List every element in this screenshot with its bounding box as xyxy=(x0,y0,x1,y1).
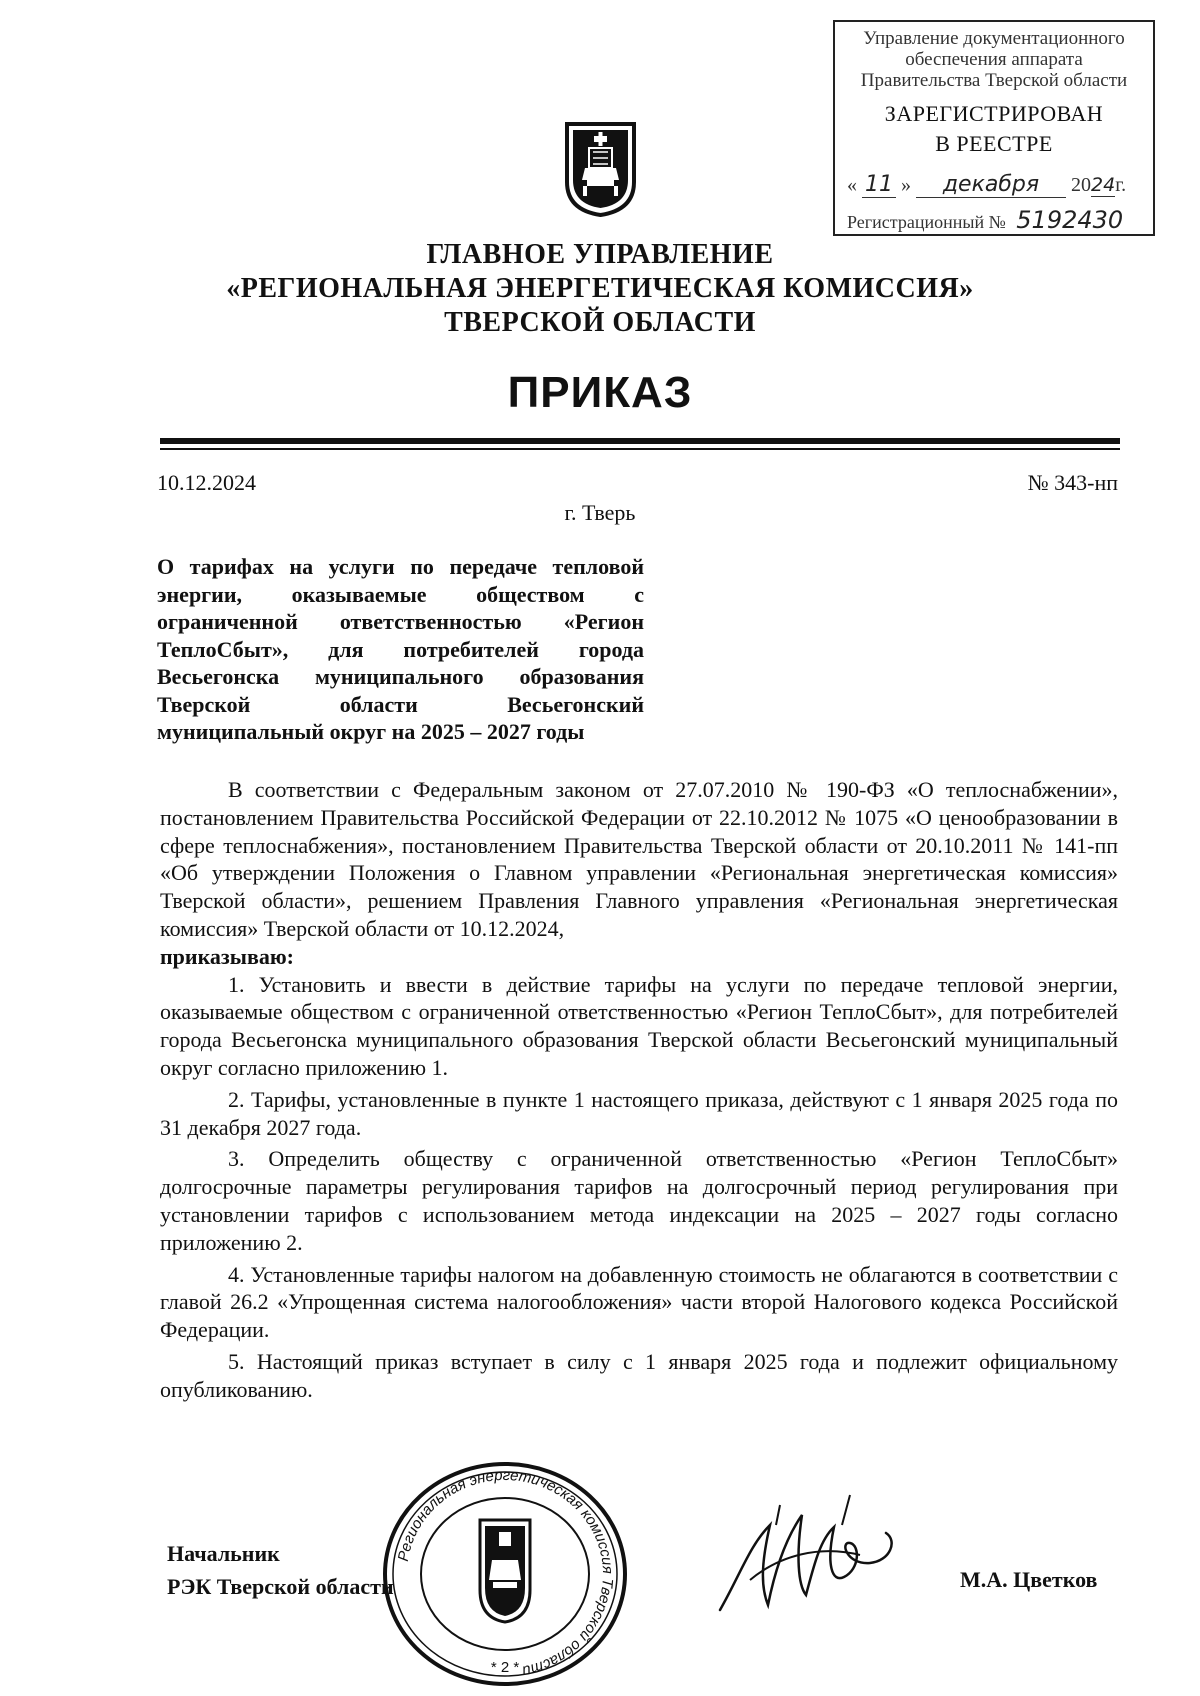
subject-line: Тверской области Весьегонский xyxy=(157,691,644,717)
subject-line: Весьегонска муниципального образования xyxy=(157,664,644,689)
stamp-registered-text xyxy=(835,99,1153,159)
stamp-date-year-abbr: г. xyxy=(1115,174,1127,196)
subject-line: О тарифах на услуги по передаче тепловой xyxy=(157,554,644,579)
header-rule-thick xyxy=(160,438,1120,444)
signatory-name: М.А. Цветков xyxy=(960,1567,1098,1592)
document-city: г. Тверь xyxy=(564,500,636,525)
document-date: 10.12.2024 xyxy=(157,470,256,495)
org-header-line1: ГЛАВНОЕ УПРАВЛЕНИЕ xyxy=(426,239,774,270)
document-subject xyxy=(157,553,644,746)
org-header xyxy=(150,238,1050,340)
stamp-date-year-prefix: 20 xyxy=(1071,174,1091,196)
stamp-registered-line2: В РЕЕСТРЕ xyxy=(935,131,1053,156)
body-preamble: В соответствии с Федеральным законом от 27.07.2010 № 190-ФЗ «О теплоснабжении», постановлением Правительства Российской Федерации от 22.10.2012 № 1075 «О ценообразовании в сфере теплоснабжения», постановлением Правительства Тверской области от 20.10.2011 № 141-пп «Об утверждении Положения о Главном управлении «Региональная энергетическая комиссия» Тверской области», решением Правления Главного управления «Региональная энергетическая комиссия» Тверской области от 10.12.2024, xyxy=(160,777,1118,941)
seal-ring-text: Региональная энергетическая комиссия Тверской области xyxy=(394,1466,617,1680)
signatory-position xyxy=(167,1537,394,1603)
stamp-org-line1: Управление документационного xyxy=(863,28,1125,49)
org-header-line2: «РЕГИОНАЛЬНАЯ ЭНЕРГЕТИЧЕСКАЯ КОМИССИЯ» xyxy=(226,273,974,304)
subject-line: ограниченной ответственностью «Регион xyxy=(157,609,644,634)
signatory-position-line2: РЭК Тверской области xyxy=(167,1574,394,1599)
document-type-title: ПРИКАЗ xyxy=(507,368,693,417)
coat-of-arms-icon xyxy=(563,120,638,218)
stamp-registered-line1: ЗАРЕГИСТРИРОВАН xyxy=(884,101,1104,126)
signatory-position-line1: Начальник xyxy=(167,1541,280,1566)
stamp-date-close-quote: » xyxy=(901,174,911,196)
org-header-line3: ТВЕРСКОЙ ОБЛАСТИ xyxy=(444,307,756,338)
subject-line: энергии, оказываемые обществом с xyxy=(157,581,644,607)
document-body xyxy=(160,776,1118,1404)
stamp-date-day: 11 xyxy=(862,172,896,198)
stamp-date-month: декабря xyxy=(916,172,1066,198)
header-rule-thin xyxy=(160,448,1120,450)
stamp-org-name xyxy=(835,28,1153,91)
subject-line: ТеплоСбыт», для потребителей города xyxy=(157,636,644,662)
stamp-registration-number xyxy=(847,206,1147,234)
stamp-number-label: Регистрационный № xyxy=(847,212,1006,232)
order-item-2: 2. Тарифы, установленные в пункте 1 настоящего приказа, действуют с 1 января 2025 года по 31 декабря 2027 года. xyxy=(160,1086,1118,1140)
order-item-3: 3. Определить обществу с ограниченной ответственностью «Регион ТеплоСбыт» долгосрочные параметры регулирования тарифов на долгосрочный период регулирования при установлении тарифов с использованием метода индексации на 2025 – 2027 годы согласно приложению 2. xyxy=(160,1146,1118,1255)
stamp-number-value: 5192430 xyxy=(1016,206,1124,234)
order-item-4: 4. Установленные тарифы налогом на добавленную стоимость не облагаются в соответствии с главой 26.2 «Упрощенная система налогообложения» части второй Налогового кодекса Российской Федерации. xyxy=(160,1261,1118,1343)
order-item-1: 1. Установить и ввести в действие тарифы на услуги по передаче тепловой энергии, оказываемые обществом с ограниченной ответственностью «Регион ТеплоСбыт», для потребителей города Весьегонска муниципального образования Тверской области Весьегонский муниципальный округ согласно приложению 1. xyxy=(160,971,1118,1080)
order-word: приказываю: xyxy=(160,943,294,969)
stamp-org-line3: Правительства Тверской области xyxy=(860,70,1128,91)
registration-stamp xyxy=(833,20,1155,236)
order-item-5: 5. Настоящий приказ вступает в силу с 1 января 2025 года и подлежит официальному опубликованию. xyxy=(160,1348,1118,1402)
stamp-date-year-suffix: 24 xyxy=(1091,174,1116,196)
subject-line: муниципальный округ на 2025 – 2027 годы xyxy=(157,719,585,744)
stamp-date-open-quote: « xyxy=(847,174,857,196)
stamp-date xyxy=(847,172,1147,202)
document-number: № 343-нп xyxy=(1027,470,1118,495)
official-seal-icon xyxy=(380,1460,630,1688)
handwritten-signature xyxy=(710,1485,910,1625)
stamp-org-line2: обеспечения аппарата xyxy=(905,49,1083,70)
seal-bottom-mark: * 2 * xyxy=(490,1659,520,1676)
